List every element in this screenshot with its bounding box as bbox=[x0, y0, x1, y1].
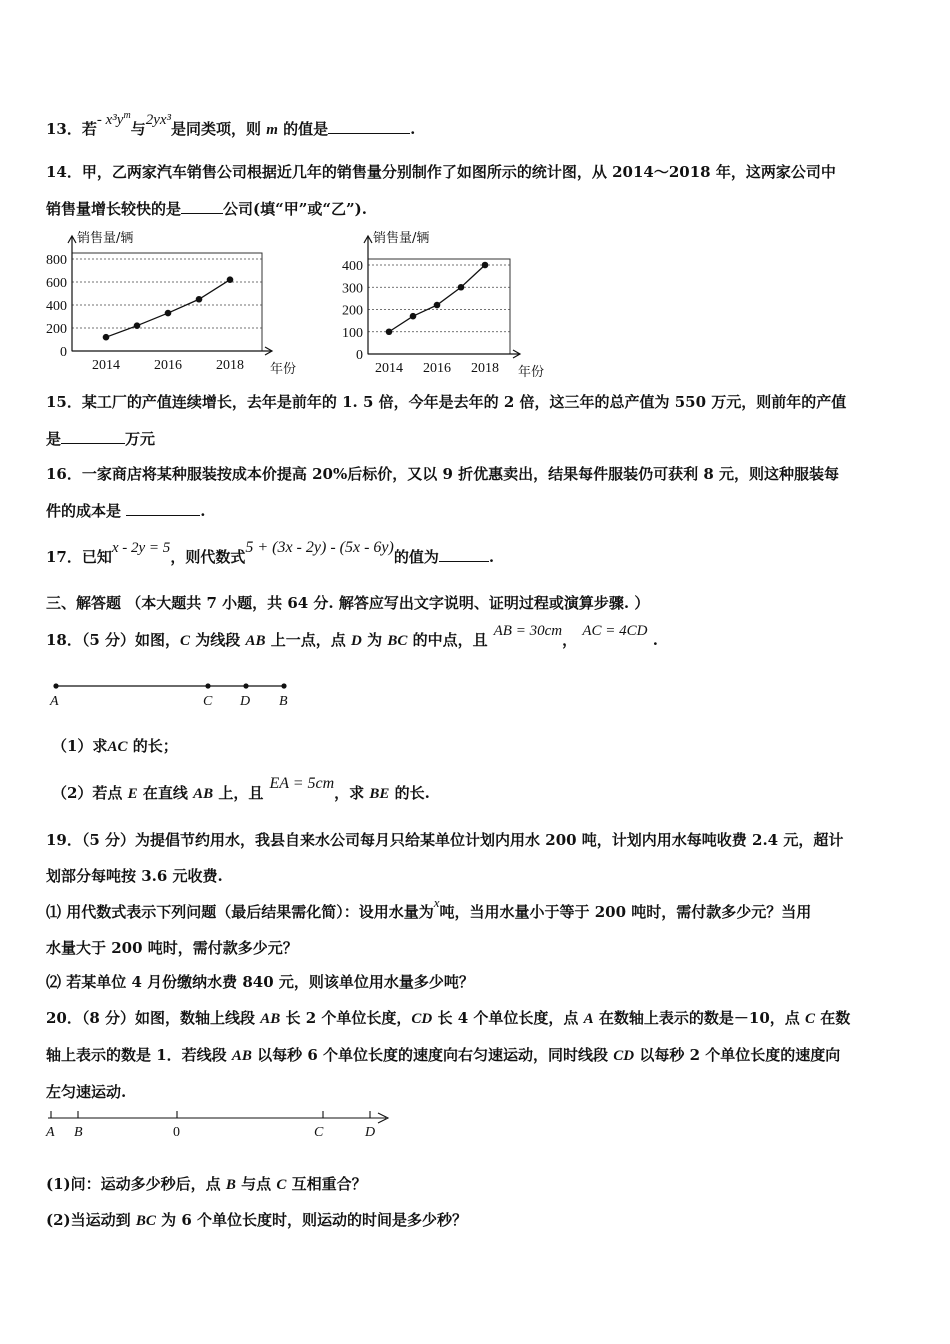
q13-expr2: 2yx³ bbox=[145, 112, 171, 128]
q18-part1: （1）求AC 的长； bbox=[52, 737, 178, 755]
q18-part2-eq: EA = 5cm bbox=[269, 775, 335, 792]
question-14-line1: 14．甲，乙两家汽车销售公司根据近几年的销售量分别制作了如图所示的统计图，从 2014～2018 年，这两家公司中 bbox=[46, 163, 836, 181]
y-axis-title: 销售量/辆 bbox=[77, 231, 134, 246]
answer-blank bbox=[328, 119, 410, 134]
point-a bbox=[53, 683, 58, 688]
label-zero: 0 bbox=[173, 1125, 180, 1140]
q20-part1: (1)问：运动多少秒后，点 B 与点 C 互相重合？ bbox=[46, 1175, 367, 1193]
y-tick-label: 400 bbox=[342, 259, 363, 274]
y-axis-title: 销售量/辆 bbox=[373, 231, 430, 246]
question-16-line1: 16．一家商店将某种服装按成本价提高 20%后标价，又以 9 折优惠卖出，结果每件服装仍可获利 8 元，则这种服装每 bbox=[46, 465, 839, 483]
data-point bbox=[196, 296, 203, 303]
point-c bbox=[205, 683, 210, 688]
q17-condition: x - 2y = 5 bbox=[111, 540, 171, 556]
question-17: 17．已知x - 2y = 5，则代数式5 + (3x - 2y) - (5x - 6y)的值为 . bbox=[46, 539, 495, 566]
x-tick-label: 2018 bbox=[216, 358, 244, 373]
question-19-line3: ⑴ 用代数式表示下列问题（最后结果需化简）：设用水量为x吨，当用水量小于等于 200 吨时，需付款多少元？当用 bbox=[46, 895, 812, 921]
q18-segment-figure bbox=[40, 676, 310, 716]
question-13: 13．若- $x^3y^m$与2yx³是同类项，则 m 的值是 . bbox=[46, 110, 416, 138]
label-c: C bbox=[314, 1125, 324, 1140]
y-tick-label: 400 bbox=[46, 299, 67, 314]
data-point bbox=[227, 276, 234, 283]
question-20-line3: 左匀速运动. bbox=[46, 1083, 127, 1101]
question-18: 18．（5 分）如图，C 为线段 AB 上一点，点 D 为 BC 的中点，且 AB = 30cm， AC = 4CD . bbox=[46, 623, 658, 649]
data-point bbox=[103, 334, 110, 341]
question-20-line1: 20．（8 分）如图，数轴上线段 AB 长 2 个单位长度，CD 长 4 个单位长度，点 A 在数轴上表示的数是－10，点 C 在数 bbox=[46, 1009, 851, 1027]
answer-blank bbox=[439, 547, 489, 562]
x-tick-label: 2016 bbox=[423, 361, 451, 376]
data-point bbox=[134, 322, 141, 329]
plot-frame bbox=[72, 253, 262, 351]
question-19-line2: 划部分每吨按 3.6 元收费. bbox=[46, 867, 223, 885]
x-axis-title: 年份 bbox=[518, 365, 545, 378]
answer-blank bbox=[126, 501, 200, 516]
x-tick-label: 2014 bbox=[375, 361, 403, 376]
q18-part2: （2）若点 E 在直线 AB 上，且EA = 5cm，求 BE 的长. bbox=[52, 775, 430, 802]
q20-part2: (2)当运动到 BC 为 6 个单位长度时，则运动的时间是多少秒？ bbox=[46, 1211, 468, 1229]
answer-blank bbox=[61, 429, 125, 444]
answer-blank bbox=[181, 199, 223, 214]
q17-expression: 5 + (3x - 2y) - (5x - 6y) bbox=[245, 539, 394, 556]
q20-number-line bbox=[40, 1108, 410, 1144]
label-b: B bbox=[279, 694, 288, 709]
question-14-line2: 销售量增长较快的是 公司(填“甲”或“乙”). bbox=[46, 200, 367, 218]
label-a: A bbox=[50, 694, 59, 709]
label-b: B bbox=[74, 1125, 83, 1140]
question-19-line5: ⑵ 若某单位 4 月份缴纳水费 840 元，则该单位用水量多少吨？ bbox=[46, 973, 474, 991]
label-d: D bbox=[240, 694, 251, 709]
data-point bbox=[434, 302, 441, 309]
series-line bbox=[106, 280, 230, 338]
question-19-line1: 19．（5 分）为提倡节约用水，我县自来水公司每月只给某单位计划内用水 200 吨，计划内用水每吨收费 2.4 元，超计 bbox=[46, 831, 844, 849]
question-15-line1: 15．某工厂的产值连续增长，去年是前年的 1. 5 倍，今年是去年的 2 倍，这三年的总产值为 550 万元，则前年的产值 bbox=[46, 393, 847, 411]
sales-chart-b bbox=[330, 228, 560, 378]
point-d bbox=[243, 683, 248, 688]
point-b bbox=[281, 683, 286, 688]
question-15-line2: 是 万元 bbox=[46, 430, 156, 448]
x-tick-label: 2016 bbox=[154, 358, 182, 373]
label-a: A bbox=[46, 1125, 55, 1140]
series-line bbox=[389, 265, 485, 332]
question-16-line2: 件的成本是 . bbox=[46, 502, 206, 520]
y-tick-label: 200 bbox=[342, 303, 363, 319]
q18-eq2: AC = 4CD bbox=[582, 623, 648, 639]
q13-number: 13．若 bbox=[46, 120, 97, 138]
x-tick-label: 2018 bbox=[471, 361, 499, 376]
sales-chart-a bbox=[40, 228, 310, 378]
q13-expr1: - $x^3y^m$ bbox=[96, 110, 131, 128]
data-point bbox=[458, 284, 465, 291]
data-point bbox=[410, 313, 417, 320]
y-tick-label: 300 bbox=[342, 281, 363, 297]
question-19-line4: 水量大于 200 吨时，需付款多少元？ bbox=[46, 939, 298, 957]
question-20-line2: 轴上表示的数是 1．若线段 AB 以每秒 6 个单位长度的速度向右匀速运动，同时线段 CD 以每秒 2 个单位长度的速度向 bbox=[46, 1046, 841, 1064]
section-3-header: 三、解答题 （本大题共 7 小题，共 64 分. 解答应写出文字说明、证明过程或演算步骤. ） bbox=[46, 594, 650, 612]
y-tick-label: 100 bbox=[342, 325, 363, 341]
y-tick-label: 0 bbox=[60, 345, 67, 360]
y-tick-label: 200 bbox=[46, 322, 67, 337]
data-point bbox=[165, 310, 172, 317]
y-tick-label: 600 bbox=[46, 276, 67, 291]
x-axis-title: 年份 bbox=[270, 362, 297, 377]
x-tick-label: 2014 bbox=[92, 358, 120, 373]
y-tick-label: 800 bbox=[46, 253, 67, 268]
data-point bbox=[386, 328, 393, 335]
q18-eq1: AB = 30cm bbox=[493, 623, 563, 639]
data-point bbox=[482, 262, 489, 269]
label-c: C bbox=[203, 694, 213, 709]
label-d: D bbox=[365, 1125, 376, 1140]
y-tick-label: 0 bbox=[356, 348, 363, 363]
